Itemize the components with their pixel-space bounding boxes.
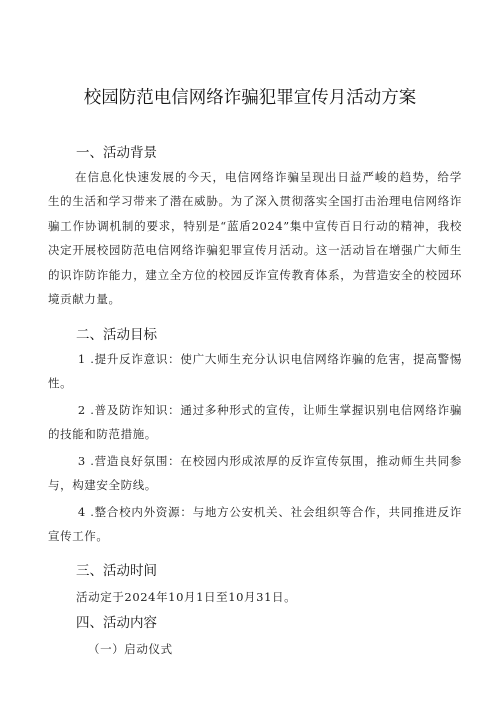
section-heading-goals: 二、活动目标 (76, 327, 157, 343)
goal-item-1: 1 .提升反诈意识：使广大师生充分认识电信网络诈骗的危害，提高警惕性。 (48, 352, 462, 391)
background-paragraph: 在信息化快速发展的今天，电信网络诈骗呈现出日益严峻的趋势，给学生的生活和学习带来了潜在威胁。为了深入贯彻落实全国打击治理电信网络诈骗工作协调机制的要求，特别是“蓝盾2024”集中宣传百日行动的精神，我校决定开展校园防范电信网络诈骗犯罪宣传月活动。这一活动旨在增强广大师生的识诈防诈能力，建立全方位的校园反诈宣传教育体系，为营造安全的校园环境贡献力量。 (48, 170, 462, 307)
section-heading-time: 三、活动时间 (76, 563, 157, 579)
section-heading-content: 四、活动内容 (76, 615, 157, 631)
section-heading-background: 一、活动背景 (76, 145, 157, 161)
content-subheading-launch: （一）启动仪式 (88, 642, 173, 656)
goal-item-4: 4 .整合校内外资源：与地方公安机关、社会组织等合作，共同推进反诈宣传工作。 (48, 505, 462, 544)
document-title: 校园防范电信网络诈骗犯罪宣传月活动方案 (83, 88, 417, 108)
activity-time-text: 活动定于2024年10月1日至10月31日。 (76, 590, 297, 604)
goal-item-3: 3 .营造良好氛围：在校园内形成浓厚的反诈宣传氛围，推动师生共同参与，构建安全防线。 (48, 454, 462, 493)
goal-item-2: 2 .普及防诈知识：通过多种形式的宣传，让师生掌握识别电信网络诈骗的技能和防范措施。 (48, 403, 462, 442)
